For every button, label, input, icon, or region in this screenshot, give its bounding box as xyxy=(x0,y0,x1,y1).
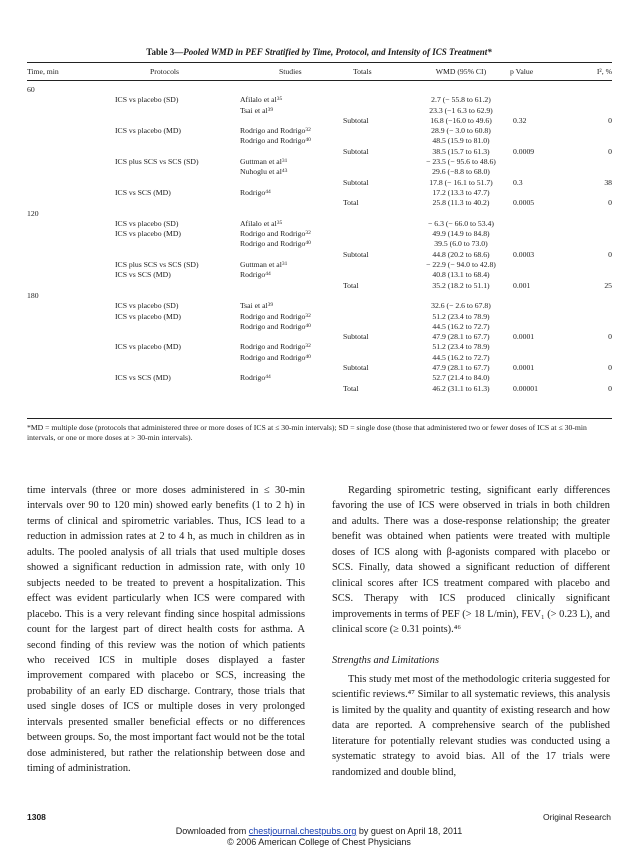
table-header xyxy=(27,67,612,77)
cell-i2 xyxy=(608,332,612,342)
table-row xyxy=(27,106,612,116)
cell-study xyxy=(240,342,311,352)
cell-study-text: Rodrigo and Rodrigo xyxy=(240,352,306,362)
cell-total xyxy=(343,116,369,126)
table-row xyxy=(27,342,612,352)
cell-study xyxy=(240,322,311,332)
left-paragraph: time intervals (three or more doses administered in ≤ 30-min intervals over 90 to 120 min) showed early benefits (1 to 2 h) in terms of clinical and spirometric variables. Thus, ICS lead to a reduction in admission rates at 2 to 4 h, as much in children as in adults. The pooled analysis of all trials that used multiple doses showed a significant reduction in admission rate, with only 10 subjects needed to be treated to prevent a hospitalization. This effect was evident particularly when ICS were compared with placebo. This is a very relevant finding since hospital admissions count for the largest part of direct health costs for asthma. A second finding of this review was the notion of which patients who received ICS in multiple doses displayed a faster improvement compared with placebo or SCS, increasing the probability of an early ED discharge. Contrary, those trials that used single doses of ICS or multiple doses in very prolonged intervals presented smaller beneficial effects or no differences between groups. So, the most important fact would not be the total dose administered, but rather the relationship between dose and timing of administration. xyxy=(27,485,305,775)
cell-protocol xyxy=(115,188,171,198)
cell-i2-text: 0 xyxy=(608,115,612,125)
citation-ref: 35 xyxy=(276,96,283,103)
header-protocols: Protocols xyxy=(150,67,180,76)
cell-wmd-text: 47.9 (28.1 to 67.7) xyxy=(432,332,490,342)
cell-pvalue-text: 0.32 xyxy=(513,115,527,125)
cell-study xyxy=(240,312,311,322)
citation-ref: 40 xyxy=(305,137,311,144)
cell-wmd xyxy=(413,157,509,167)
cell-study-text: Guttman et al xyxy=(240,260,282,270)
cell-pvalue xyxy=(513,281,530,291)
cell-protocol xyxy=(115,270,171,280)
cell-protocol xyxy=(115,342,181,352)
cell-protocol-text: ICS plus SCS vs SCS (SD) xyxy=(115,260,199,270)
cell-total-text: Subtotal xyxy=(343,249,369,259)
download-notice xyxy=(0,826,638,848)
download-suffix: by guest on April 18, 2011 xyxy=(356,826,463,836)
citation-ref: 43 xyxy=(281,168,288,175)
cell-protocol xyxy=(115,301,178,311)
cell-protocol xyxy=(115,229,181,239)
table-row xyxy=(27,136,612,146)
cell-study xyxy=(240,188,271,198)
citation-ref: 31 xyxy=(281,261,288,268)
table-row xyxy=(27,147,612,157)
cell-study xyxy=(240,260,287,270)
citation-ref: 39 xyxy=(267,106,274,113)
cell-pvalue-text: 0.001 xyxy=(513,280,531,290)
cell-wmd-text: 51.2 (23.4 to 78.9) xyxy=(432,311,490,321)
cell-wmd xyxy=(413,353,509,363)
table-row xyxy=(27,198,612,208)
cell-study xyxy=(240,353,311,363)
cell-study-text: Rodrigo and Rodrigo xyxy=(240,239,306,249)
cell-wmd-text: 35.2 (18.2 to 51.1) xyxy=(432,280,490,290)
cell-i2 xyxy=(604,281,612,291)
header-wmd: WMD (95% CI) xyxy=(435,67,487,76)
cell-wmd-text: 17.2 (13.3 to 47.7) xyxy=(432,187,490,197)
cell-wmd xyxy=(413,270,509,280)
cell-protocol-text: ICS vs placebo (SD) xyxy=(115,95,179,105)
table-row xyxy=(27,167,612,177)
cell-study xyxy=(240,95,282,105)
citation-ref: 40 xyxy=(305,240,311,247)
cell-total xyxy=(343,250,369,260)
cell-wmd xyxy=(413,332,509,342)
cell-time xyxy=(27,291,39,301)
cell-protocol-text: ICS vs placebo (MD) xyxy=(115,126,181,136)
cell-wmd xyxy=(413,322,509,332)
table-row xyxy=(27,384,612,394)
cell-i2-text: 0 xyxy=(608,332,612,342)
citation-ref: 39 xyxy=(267,302,274,309)
cell-wmd-text: − 6.3 (− 66.0 to 53.4) xyxy=(428,218,494,228)
cell-study-text: Guttman et al xyxy=(240,157,282,167)
cell-study xyxy=(240,373,271,383)
cell-wmd xyxy=(413,188,509,198)
cell-wmd xyxy=(413,178,509,188)
right-column xyxy=(332,483,610,780)
cell-wmd-text: − 23.5 (− 95.6 to 48.6) xyxy=(426,157,496,167)
cell-study xyxy=(240,106,273,116)
cell-study-text: Rodrigo and Rodrigo xyxy=(240,311,306,321)
cell-wmd xyxy=(413,384,509,394)
cell-wmd xyxy=(413,116,509,126)
cell-wmd-text: 51.2 (23.4 to 78.9) xyxy=(432,342,490,352)
cell-wmd-text: 49.9 (14.9 to 84.8) xyxy=(432,229,490,239)
cell-total xyxy=(343,178,369,188)
cell-wmd xyxy=(413,281,509,291)
table-bottom-rule xyxy=(27,418,612,419)
cell-wmd-text: 29.6 (−8.8 to 68.0) xyxy=(432,167,490,177)
cell-wmd xyxy=(413,373,509,383)
cell-study xyxy=(240,229,311,239)
cell-pvalue-text: 0.0001 xyxy=(513,332,535,342)
citation-ref: 32 xyxy=(305,343,311,350)
citation-ref: 32 xyxy=(305,312,311,319)
cell-wmd xyxy=(413,301,509,311)
cell-study-text: Rodrigo and Rodrigo xyxy=(240,126,306,136)
table-row xyxy=(27,95,612,105)
cell-wmd-text: 28.9 (− 3.0 to 60.8) xyxy=(431,126,491,136)
table-row xyxy=(27,157,612,167)
cell-time-text: 60 xyxy=(27,85,35,94)
cell-total-text: Subtotal xyxy=(343,332,369,342)
cell-wmd-text: 48.5 (15.9 to 81.0) xyxy=(432,136,490,146)
citation-ref: 40 xyxy=(305,322,311,329)
chest-journal-link[interactable]: chestjournal.chestpubs.org xyxy=(248,826,357,836)
cell-protocol-text: ICS vs placebo (MD) xyxy=(115,342,181,352)
cell-study-text: Rodrigo and Rodrigo xyxy=(240,136,306,146)
cell-pvalue-text: 0.00001 xyxy=(513,383,538,393)
cell-wmd-text: 44.8 (20.2 to 68.6) xyxy=(432,249,490,259)
table-row xyxy=(27,291,612,301)
cell-pvalue xyxy=(513,116,526,126)
table-row xyxy=(27,229,612,239)
header-totals: Totals xyxy=(353,67,372,76)
cell-wmd-text: 47.9 (28.1 to 67.7) xyxy=(432,363,490,373)
table-caption: Pooled WMD in PEF Stratified by Time, Protocol, and Intensity of ICS Treatment* xyxy=(183,47,492,57)
cell-i2 xyxy=(608,147,612,157)
cell-protocol-text: ICS vs placebo (MD) xyxy=(115,229,181,239)
cell-time xyxy=(27,85,35,95)
cell-i2 xyxy=(604,178,612,188)
cell-wmd xyxy=(413,167,509,177)
table-row xyxy=(27,332,612,342)
cell-total xyxy=(343,281,359,291)
page-number: 1308 xyxy=(27,812,46,822)
cell-i2 xyxy=(608,198,612,208)
cell-protocol-text: ICS vs placebo (SD) xyxy=(115,301,179,311)
cell-wmd xyxy=(413,250,509,260)
table-row xyxy=(27,353,612,363)
cell-study-text: Tsai et al xyxy=(240,301,268,311)
cell-pvalue xyxy=(513,250,534,260)
cell-study-text: Rodrigo and Rodrigo xyxy=(240,342,306,352)
cell-study xyxy=(240,136,311,146)
header-i2: I², % xyxy=(596,67,612,76)
cell-study xyxy=(240,301,273,311)
cell-total-text: Subtotal xyxy=(343,146,369,156)
citation-ref: 44 xyxy=(265,188,271,195)
cell-protocol xyxy=(115,373,171,383)
cell-wmd xyxy=(413,312,509,322)
cell-protocol-text: ICS vs SCS (MD) xyxy=(115,270,171,280)
cell-wmd xyxy=(413,198,509,208)
table-row xyxy=(27,312,612,322)
cell-study xyxy=(240,270,271,280)
cell-pvalue xyxy=(513,332,534,342)
cell-protocol-text: ICS plus SCS vs SCS (SD) xyxy=(115,157,199,167)
cell-total xyxy=(343,198,359,208)
cell-pvalue xyxy=(513,178,523,188)
cell-i2 xyxy=(608,116,612,126)
table-row xyxy=(27,260,612,270)
table-row xyxy=(27,219,612,229)
cell-i2-text: 38 xyxy=(604,177,612,187)
cell-study-text: Rodrigo and Rodrigo xyxy=(240,321,306,331)
cell-study xyxy=(240,219,282,229)
cell-protocol-text: ICS vs placebo (MD) xyxy=(115,311,181,321)
cell-i2-text: 0 xyxy=(608,198,612,208)
cell-i2-text: 0 xyxy=(608,146,612,156)
cell-i2-text: 0 xyxy=(608,383,612,393)
table-row xyxy=(27,270,612,280)
cell-wmd xyxy=(413,136,509,146)
table-title xyxy=(0,47,638,57)
cell-pvalue-text: 0.3 xyxy=(513,177,523,187)
table-row xyxy=(27,209,612,219)
cell-time xyxy=(27,209,39,219)
cell-study-text: Rodrigo xyxy=(240,373,266,383)
cell-study xyxy=(240,126,311,136)
table-row xyxy=(27,281,612,291)
cell-wmd-text: 16.8 (−16.0 to 49.6) xyxy=(430,115,492,125)
cell-study-text: Rodrigo xyxy=(240,270,266,280)
cell-i2-text: 0 xyxy=(608,363,612,373)
table-body xyxy=(27,85,612,394)
table-row xyxy=(27,322,612,332)
cell-wmd-text: 25.8 (11.3 to 40.2) xyxy=(432,198,490,208)
table-row xyxy=(27,373,612,383)
cell-wmd-text: 46.2 (31.1 to 61.3) xyxy=(432,383,490,393)
cell-pvalue-text: 0.0005 xyxy=(513,198,535,208)
cell-total xyxy=(343,363,369,373)
cell-wmd xyxy=(413,147,509,157)
header-studies: Studies xyxy=(279,67,302,76)
cell-wmd-text: 44.5 (16.2 to 72.7) xyxy=(432,352,490,362)
cell-wmd xyxy=(413,260,509,270)
table-row xyxy=(27,188,612,198)
right-paragraph-2: This study met most of the methodologic criteria suggested for scientific reviews.⁴⁷ Similar to all systematic reviews, this analysis is limited by the quality and quantity of existing research and how data are reported. A comprehensive search of the published literature for potentially relevant studies was conducted using a systematic strategy to avoid bias. All of the 17 trials were randomized and double blind, xyxy=(332,673,610,778)
cell-study xyxy=(240,157,287,167)
citation-ref: 44 xyxy=(265,374,271,381)
cell-wmd xyxy=(413,219,509,229)
citation-ref: 44 xyxy=(265,271,271,278)
cell-i2 xyxy=(608,250,612,260)
table-number: Table 3— xyxy=(146,47,184,57)
table-row xyxy=(27,239,612,249)
table-row xyxy=(27,301,612,311)
cell-pvalue xyxy=(513,384,538,394)
cell-wmd-text: 40.8 (13.1 to 68.4) xyxy=(432,270,490,280)
cell-protocol xyxy=(115,126,181,136)
cell-protocol xyxy=(115,95,178,105)
cell-time-text: 180 xyxy=(27,290,39,300)
table-row xyxy=(27,126,612,136)
cell-i2 xyxy=(608,384,612,394)
cell-total xyxy=(343,147,369,157)
cell-total-text: Subtotal xyxy=(343,115,369,125)
cell-total xyxy=(343,384,359,394)
table-row xyxy=(27,116,612,126)
cell-pvalue xyxy=(513,198,534,208)
citation-ref: 31 xyxy=(281,158,288,165)
header-pvalue: p Value xyxy=(510,67,534,76)
table-row xyxy=(27,85,612,95)
citation-ref: 32 xyxy=(305,127,311,134)
cell-wmd xyxy=(413,342,509,352)
cell-wmd-text: 23.3 (−1 6.3 to 62.9) xyxy=(429,105,493,115)
right-paragraph-1: Regarding spirometric testing, significant early differences favoring the use of ICS were observed in trials in both children and adults. There was a dose-response relationship; the greater benefit was obtained when patients were treated with multiple doses of ICS along with β-agonists compared with placebo or SCS. Finally, data showed a significant reduction of different clinical scores after ICS treatment compared with placebo and SCS. Therapy with ICS produced clinically significant improvements in terms of PEF (> 18 L/min), FEV₁ (> 0.23 L), and clinical score (≥ 0.31 points).⁴⁶ xyxy=(332,485,610,636)
cell-protocol xyxy=(115,260,199,270)
cell-wmd-text: 2.7 (− 55.8 to 61.2) xyxy=(431,95,491,105)
cell-wmd xyxy=(413,363,509,373)
cell-total-text: Subtotal xyxy=(343,363,369,373)
cell-pvalue-text: 0.0009 xyxy=(513,146,535,156)
table-header-rule xyxy=(27,80,612,81)
cell-pvalue xyxy=(513,363,534,373)
left-column xyxy=(27,483,305,777)
cell-study-text: Afilalo et al xyxy=(240,218,277,228)
journal-section: Original Research xyxy=(542,812,611,822)
cell-time-text: 120 xyxy=(27,208,39,218)
cell-wmd xyxy=(413,229,509,239)
cell-study-text: Afilalo et al xyxy=(240,95,277,105)
download-prefix: Downloaded from xyxy=(175,826,249,836)
cell-wmd-text: 38.5 (15.7 to 61.3) xyxy=(432,146,490,156)
cell-study xyxy=(240,167,287,177)
cell-wmd xyxy=(413,126,509,136)
cell-total-text: Total xyxy=(343,198,359,208)
cell-study-text: Rodrigo xyxy=(240,187,266,197)
header-row xyxy=(27,67,612,77)
cell-wmd-text: 52.7 (21.4 to 84.0) xyxy=(432,373,490,383)
cell-total-text: Total xyxy=(343,280,359,290)
cell-protocol-text: ICS vs SCS (MD) xyxy=(115,373,171,383)
table-footnote: *MD = multiple dose (protocols that administered three or more doses of ICS at ≤ 30-min intervals); SD = single dose (those that administered two or fewer doses of ICS at ≤ 30-min intervals, or one or more doses at > 30-min intervals). xyxy=(27,423,587,443)
cell-wmd xyxy=(413,95,509,105)
cell-total xyxy=(343,332,369,342)
cell-study xyxy=(240,239,311,249)
table-row xyxy=(27,363,612,373)
table-row xyxy=(27,178,612,188)
cell-study-text: Nuhoglu et al xyxy=(240,167,282,177)
cell-wmd-text: 44.5 (16.2 to 72.7) xyxy=(432,321,490,331)
cell-wmd-text: − 22.9 (− 94.0 to 42.8) xyxy=(426,260,496,270)
cell-protocol xyxy=(115,312,181,322)
cell-wmd-text: 39.5 (6.0 to 73.0) xyxy=(434,239,488,249)
citation-ref: 40 xyxy=(305,353,311,360)
cell-study-text: Tsai et al xyxy=(240,105,268,115)
cell-study-text: Rodrigo and Rodrigo xyxy=(240,229,306,239)
cell-protocol xyxy=(115,157,199,167)
cell-wmd-text: 32.6 (− 2.6 to 67.8) xyxy=(431,301,491,311)
cell-wmd xyxy=(413,239,509,249)
cell-total-text: Subtotal xyxy=(343,177,369,187)
table-top-rule xyxy=(27,62,612,63)
cell-wmd xyxy=(413,106,509,116)
cell-pvalue-text: 0.0003 xyxy=(513,249,535,259)
cell-i2-text: 0 xyxy=(608,249,612,259)
cell-pvalue-text: 0.0001 xyxy=(513,363,535,373)
cell-pvalue xyxy=(513,147,534,157)
cell-protocol xyxy=(115,219,178,229)
citation-ref: 32 xyxy=(305,230,311,237)
cell-i2 xyxy=(608,363,612,373)
section-heading: Strengths and Limitations xyxy=(332,654,439,666)
cell-protocol-text: ICS vs placebo (SD) xyxy=(115,218,179,228)
cell-total-text: Total xyxy=(343,383,359,393)
cell-protocol-text: ICS vs SCS (MD) xyxy=(115,187,171,197)
header-time: Time, min xyxy=(27,67,59,76)
table-row xyxy=(27,250,612,260)
citation-ref: 35 xyxy=(276,219,283,226)
copyright: © 2006 American College of Chest Physicians xyxy=(227,837,411,847)
cell-wmd-text: 17.8 (− 16.1 to 51.7) xyxy=(429,177,493,187)
cell-i2-text: 25 xyxy=(604,280,612,290)
